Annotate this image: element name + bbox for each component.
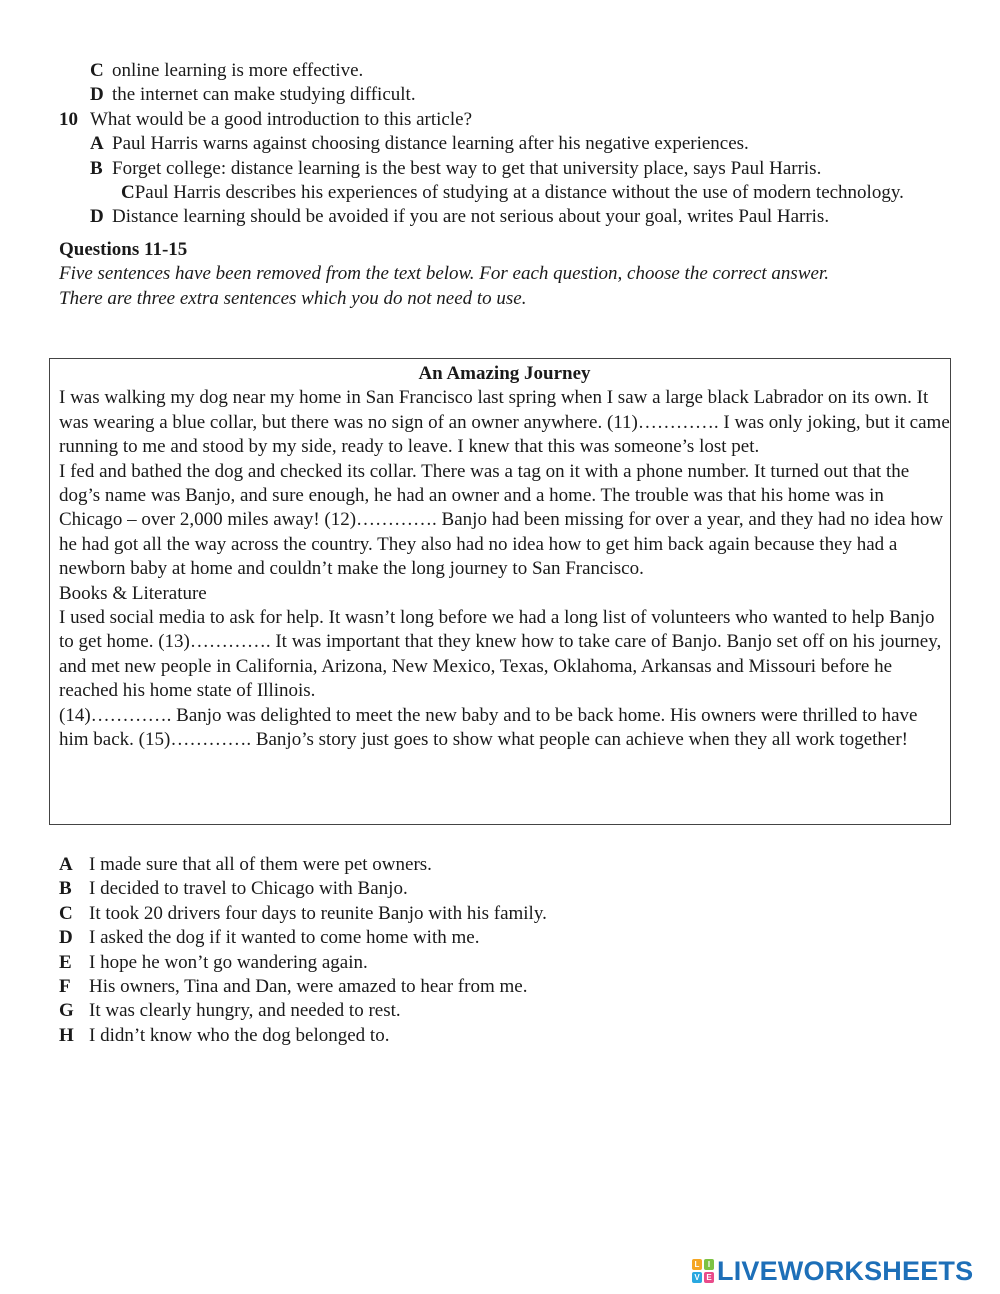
liveworksheets-logo: [692, 1256, 973, 1286]
answer-text: It was clearly hungry, and needed to rest.: [89, 1000, 401, 1022]
option-letter: A: [90, 133, 104, 155]
answer-option-f: [59, 975, 939, 999]
option-text: Distance learning should be avoided if you are not serious about your goal, writes Paul Harris.: [112, 206, 830, 228]
q10-option-a: [59, 132, 939, 156]
story-paragraph-5: (14)…………. Banjo was delighted to meet the new baby and to be back home. His owners were thrilled to have him back. (15)…………. Banjo’s story just goes to show what people can achieve when they all work together!: [59, 704, 918, 751]
logo-tile-v: V: [692, 1272, 702, 1283]
option-letter: C: [90, 60, 104, 81]
logo-tile-l: L: [692, 1259, 702, 1270]
logo-tile-i: I: [704, 1259, 714, 1270]
answer-option-a: [59, 853, 939, 877]
answer-option-g: [59, 999, 939, 1023]
instructions-line-1: Five sentences have been removed from the text below. For each question, choose the correct answer.: [59, 263, 829, 285]
answer-text: I made sure that all of them were pet owners.: [89, 854, 432, 875]
answer-letter: G: [59, 1000, 74, 1022]
answer-letter: C: [59, 902, 73, 924]
option-letter: D: [90, 206, 104, 228]
option-letter: B: [90, 157, 103, 179]
option-text: online learning is more effective.: [112, 60, 364, 81]
brand-name: LIVEWORKSHEETS: [717, 1255, 974, 1286]
story-title: An Amazing Journey: [418, 363, 591, 384]
answer-text: I hope he won’t go wandering again.: [89, 951, 368, 973]
option-text: Paul Harris warns against choosing distance learning after his negative experiences.: [112, 133, 749, 155]
option-letter: D: [90, 84, 104, 106]
q10-option-c: [59, 181, 939, 205]
answer-text: I asked the dog if it wanted to come home with me.: [89, 927, 480, 949]
q9-option-c: [59, 59, 939, 83]
q9-option-d: [59, 83, 939, 107]
option-text: the internet can make studying difficult.: [112, 84, 416, 106]
question-number: 10: [59, 108, 78, 130]
answer-option-e: [59, 951, 939, 975]
story-paragraph-4: I used social media to ask for help. It wasn’t long before we had a long list of volunteers who wanted to help Banjo to get home. (13)…………. It was important that they knew how to take care of Banjo. Banjo set off on his journey, and met new people in California, Arizona, New Mexico, Texas, Oklahoma, Arkansas and Missouri before he reached his home state of Illinois.: [59, 607, 942, 702]
answer-letter: B: [59, 878, 72, 900]
answer-text: I didn’t know who the dog belonged to.: [89, 1024, 390, 1046]
answer-letter: F: [59, 976, 71, 998]
answer-option-c: [59, 902, 939, 926]
answer-options: [59, 853, 939, 1048]
worksheet-page: [59, 59, 939, 311]
option-letter: C: [121, 182, 135, 204]
answer-letter: A: [59, 854, 73, 875]
story-box: [49, 358, 951, 825]
answer-letter: E: [59, 951, 72, 973]
story-paragraph-1: I was walking my dog near my home in San Francisco last spring when I saw a large black Labrador on its own. It was wearing a blue collar, but there was no sign of an owner anywhere. (11)…………. I was only joking, but it came running to me and stood by my side, ready to leave. I knew that this was someone’s lost pet.: [59, 387, 950, 458]
logo-tile-e: E: [704, 1272, 714, 1283]
question-text: What would be a good introduction to this article?: [90, 108, 473, 130]
answer-option-b: [59, 877, 939, 901]
option-text: Paul Harris describes his experiences of studying at a distance without the use of modern technology.: [134, 182, 904, 204]
answer-letter: D: [59, 927, 73, 949]
answer-text: His owners, Tina and Dan, were amazed to hear from me.: [89, 976, 528, 998]
answer-letter: H: [59, 1024, 74, 1046]
answer-text: It took 20 drivers four days to reunite Banjo with his family.: [89, 902, 547, 924]
option-text: Forget college: distance learning is the best way to get that university place, says Paul Harris.: [112, 157, 822, 179]
section-title: Questions 11-15: [59, 238, 188, 260]
liveworksheets-logo-icon: [692, 1259, 714, 1283]
answer-option-d: [59, 926, 939, 950]
answer-text: I decided to travel to Chicago with Banjo.: [89, 878, 408, 900]
q10-option-d: [59, 205, 939, 229]
q10-option-b: [59, 157, 939, 181]
instructions-line-2: There are three extra sentences which you do not need to use.: [59, 287, 527, 309]
answer-option-h: [59, 1024, 939, 1048]
story-paragraph-2: I fed and bathed the dog and checked its collar. There was a tag on it with a phone number. It turned out that the dog’s name was Banjo, and sure enough, he had an owner and a home. The trouble was that his home was in Chicago – over 2,000 miles away! (12)…………. Banjo had been missing for over a year, and they had no idea how he had got all the way across the country. They also had no idea how to get him back again because they had a newborn baby at home and couldn’t make the long journey to San Francisco.: [59, 460, 944, 580]
question-10: [59, 108, 939, 132]
story-paragraph-3: Books & Literature: [59, 582, 207, 604]
